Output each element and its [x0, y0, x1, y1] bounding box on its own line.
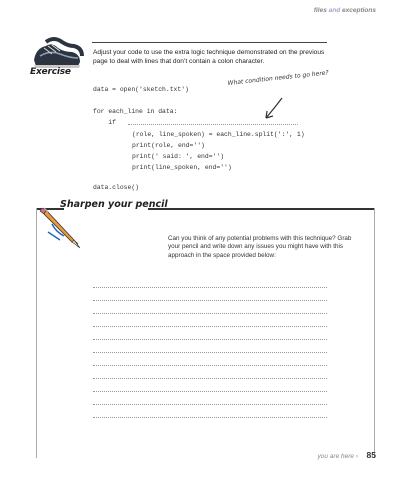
footer-you-are-here [318, 453, 358, 460]
answer-line[interactable] [93, 339, 327, 340]
running-header [314, 7, 376, 14]
page-number: 85 [366, 450, 376, 460]
answer-line[interactable] [93, 378, 327, 379]
code-line-print-spoken: print(line_spoken, end='') [132, 164, 232, 171]
code-line-print-said: print(' said: ', end='') [132, 153, 225, 160]
code-line-if: if [93, 119, 117, 126]
header-connector: and [328, 7, 341, 14]
code-line-print-role: print(role, end='') [132, 142, 205, 149]
answer-line[interactable] [93, 417, 327, 418]
answer-line[interactable] [93, 391, 327, 392]
sharpen-top-rule [148, 208, 374, 210]
footer-arrow-icon: › [355, 453, 358, 460]
code-line-open: data = open('sketch.txt') [93, 86, 189, 93]
code-line-split: (role, line_spoken) = each_line.split(':', 1) [132, 131, 305, 138]
exercise-instructions: Adjust your code to use the extra logic technique demonstrated on the previous page to deal with lines that don’t contain a colon character. [93, 49, 325, 65]
answer-line[interactable] [93, 352, 327, 353]
arrow-icon [262, 96, 286, 122]
header-word-files: files [313, 7, 327, 14]
code-line-close: data.close() [93, 184, 140, 191]
sharpen-box-left-edge [36, 208, 37, 458]
answer-line[interactable] [93, 313, 327, 314]
answer-line[interactable] [93, 404, 327, 405]
exercise-label: Exercise [30, 67, 71, 77]
code-line-for: for each_line in data: [93, 108, 178, 115]
footer-text: you are here [317, 453, 355, 460]
answer-line[interactable] [93, 326, 327, 327]
answer-line[interactable] [93, 287, 327, 288]
answer-blank-condition[interactable] [128, 124, 298, 125]
sharpen-box-right-edge [374, 208, 375, 458]
handwritten-annotation: What condition needs to go here? [227, 69, 329, 87]
sharpen-prompt: Can you think of any potential problems with this technique? Grab your pencil and write down any issues you might have with this approach in the space provided below: [168, 235, 352, 259]
exercise-divider [92, 42, 327, 43]
answer-line[interactable] [93, 365, 327, 366]
header-word-exceptions: exceptions [342, 7, 376, 14]
sharpen-label: Sharpen your pencil [60, 199, 168, 210]
answer-line[interactable] [93, 300, 327, 301]
